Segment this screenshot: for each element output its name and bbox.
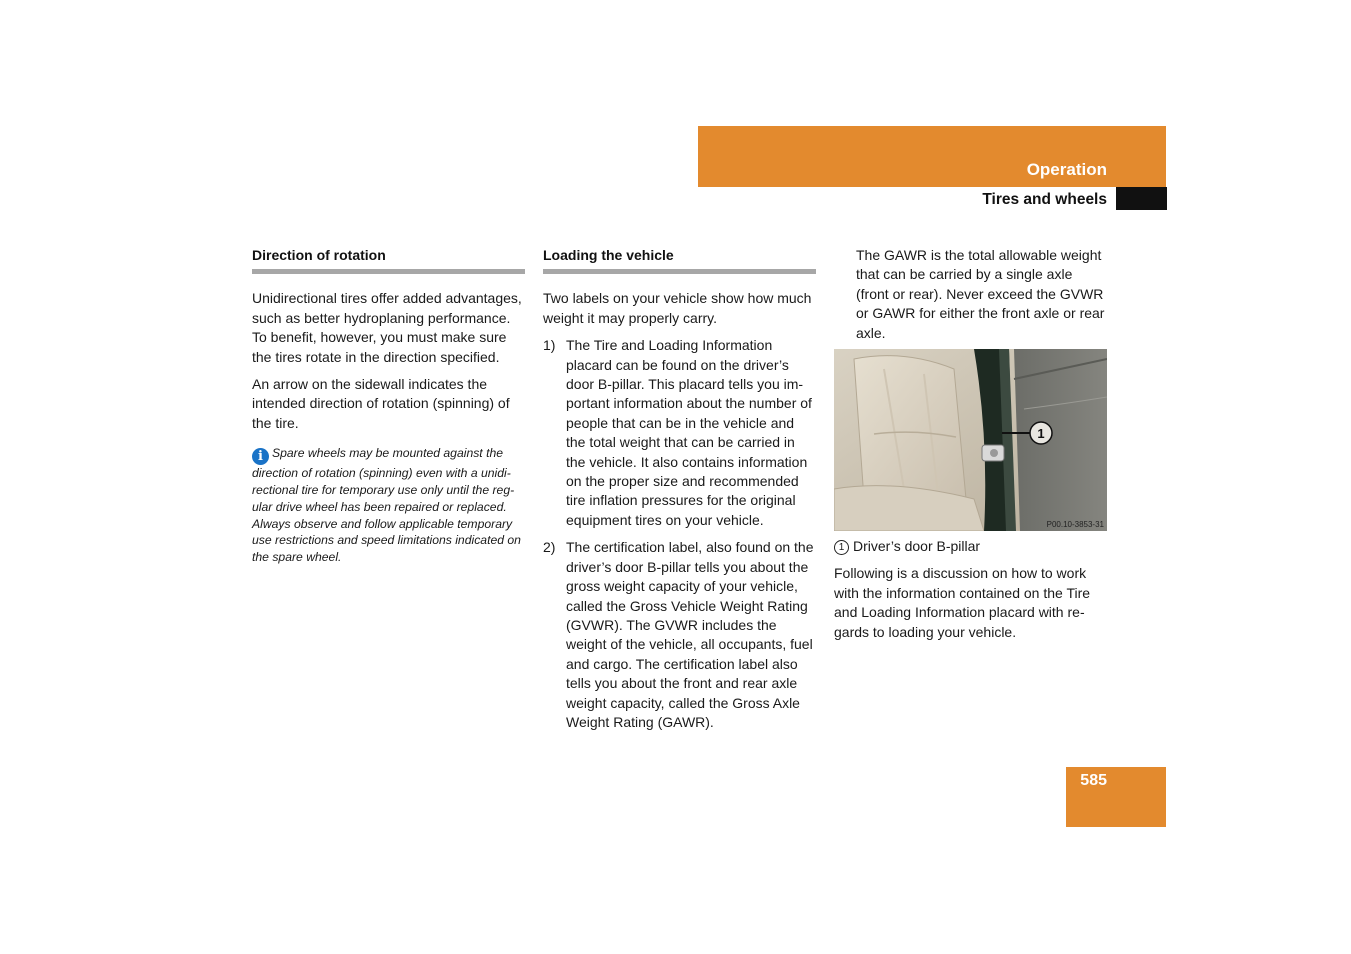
header-marker [1116, 187, 1167, 210]
list-item [543, 538, 816, 732]
figure-callout-number: 1 [1037, 426, 1045, 441]
heading-loading-the-vehicle: Loading the vehicle [543, 246, 816, 274]
list-text: The certification label, also found on the driver’s door B-pillar tells you about the gross weight capacity of your vehicle, called the Gross Vehicle Weight Rating (GVWR). The GVWR includes the weight of the vehicle, all occupants, fuel and cargo. The certification label also tells you about the front and rear axle weight capacity, called the Gross Axle Weight Rating (GAWR). [566, 539, 814, 730]
b-pillar-photo [834, 349, 1107, 531]
subsection-title: Tires and wheels [982, 191, 1107, 208]
list-item [543, 336, 816, 530]
list-text: The Tire and Loading Information placard can be found on the driver’s door B-pillar. This placard tells you important information about the number of people that can be in the vehicle and the total weight that can be carried in the vehicle. It also contains information on the proper size and recommended tire inflation pressures for the original equipment tires on your vehicle. [566, 337, 812, 528]
column-direction-of-rotation [252, 246, 525, 566]
list-number: 2) [543, 539, 556, 556]
gawr-paragraph-block [856, 246, 1107, 351]
paragraph: The GAWR is the total allowable weight that can be carried by a single axle (front or rear). Never exceed the GVWR or GAWR for either the front axle or rear axle. [856, 247, 1105, 341]
figure-code: P00.10-3853-31 [1046, 520, 1104, 529]
info-note-text: Spare wheels may be mounted against the direction of rotation (spinning) even with a unidirectional tire for temporary use only until the regular drive wheel has been repaired or replaced. Always observe and follow applicable temporary use restrictions and speed limitations indicated on the spare wheel. [252, 446, 521, 565]
info-icon: i [252, 448, 269, 465]
section-title: Operation [1026, 160, 1107, 179]
heading-direction-of-rotation: Direction of rotation [252, 246, 525, 274]
caption-text: Driver’s door B-pillar [853, 538, 981, 554]
paragraph: Two labels on your vehicle show how much weight it may properly carry. [543, 290, 812, 326]
column-loading-the-vehicle [543, 246, 816, 740]
caption-callout-number: 1 [834, 540, 849, 555]
info-note [252, 445, 525, 566]
paragraph: Unidirectional tires offer added advantages, such as better hydroplaning performance. To benefit, however, you must make sure the tires rotate in the direction specified. [252, 290, 522, 365]
paragraph: An arrow on the sidewall indicates the intended direction of rotation (spinning) of the tire. [252, 376, 510, 431]
figure-caption-block [834, 537, 1107, 650]
page-number: 585 [1080, 772, 1107, 789]
list-number: 1) [543, 337, 556, 354]
paragraph: Following is a discussion on how to work with the information contained on the Tire and Loading Information placard with regards to loading your vehicle. [834, 565, 1091, 640]
figure-caption [834, 537, 1107, 556]
